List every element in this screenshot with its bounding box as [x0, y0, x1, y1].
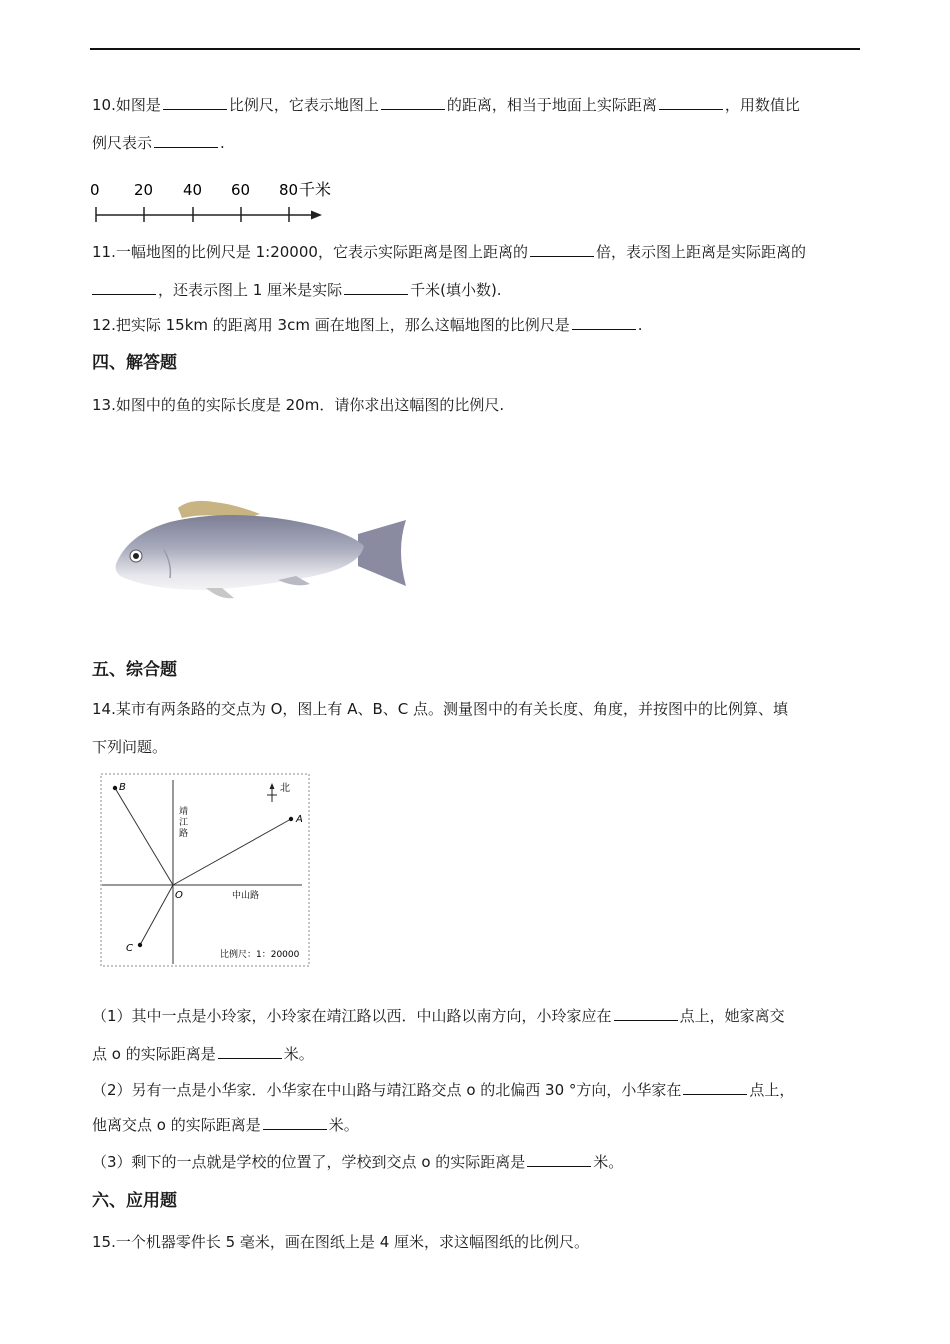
q10-text: 例尺表示 — [92, 134, 153, 152]
segment-oa — [173, 819, 291, 885]
q14-sub1-line2 — [92, 1043, 314, 1064]
label-b: B — [119, 782, 126, 793]
q14-text: 点上， — [749, 1081, 795, 1099]
answer-blank[interactable] — [683, 1079, 747, 1095]
scale-tick-label: 60 — [231, 181, 251, 199]
q14-text-line2: 下列问题。 — [92, 738, 168, 756]
q10-text: 10.如图是 — [92, 96, 161, 114]
label-a: A — [296, 814, 303, 825]
q14-text: （3）剩下的一点就是学校的位置了，学校到交点 o 的实际距离是 — [92, 1153, 526, 1171]
q14-text: （1）其中一点是小玲家，小玲家在靖江路以西．中山路以南方向，小玲家应在 — [92, 1007, 612, 1025]
section-heading: 四、解答题 — [92, 353, 177, 373]
q14-text: 米。 — [593, 1153, 624, 1171]
label-c: C — [126, 943, 133, 954]
q14-sub3-line — [92, 1151, 623, 1172]
q14-sub2-line2 — [92, 1114, 359, 1135]
road-name-v: 路 — [179, 829, 189, 839]
q14-text: （2）另有一点是小华家．小华家在中山路与靖江路交点 o 的北偏西 30 °方向，小华家在 — [92, 1081, 682, 1099]
map-scale-label: 比例尺：1：20000 — [220, 950, 300, 960]
answer-blank[interactable] — [344, 279, 408, 295]
q12-line — [92, 314, 643, 335]
answer-blank[interactable] — [527, 1151, 591, 1167]
q11-text: 倍，表示图上距离是实际距离的 — [595, 243, 806, 261]
map-frame — [101, 774, 309, 966]
pelvic-fin — [206, 588, 234, 598]
road-map-figure — [98, 772, 312, 970]
q14-text: 他离交点 o 的实际距离是 — [92, 1116, 261, 1134]
q14-text: 米。 — [283, 1045, 314, 1063]
q11-line2 — [92, 279, 502, 300]
road-name-h: 中山路 — [232, 891, 260, 901]
q14-text-line1: 14.某市有两条路的交点为 O，图上有 A、B、C 点。测量图中的有关长度、角度，并按图中的比例算、填 — [92, 700, 788, 718]
q10-text: ，用数值比 — [724, 96, 800, 114]
q11-text: 千米(填小数). — [410, 281, 502, 299]
answer-blank[interactable] — [381, 94, 445, 110]
q12-text: 12.把实际 15km 的距离用 3cm 画在地图上，那么这幅地图的比例尺是 — [92, 316, 570, 334]
tail-fin — [358, 520, 406, 586]
q10-line2 — [92, 132, 225, 153]
answer-blank[interactable] — [263, 1114, 327, 1130]
answer-blank[interactable] — [614, 1005, 678, 1021]
q14-text: 点上，她家离交 — [679, 1007, 785, 1025]
scale-tick-label: 40 — [183, 181, 203, 199]
section-heading: 六、应用题 — [92, 1191, 177, 1211]
q10-line1 — [92, 94, 800, 115]
q11-text: ，还表示图上 1 厘米是实际 — [158, 281, 343, 299]
answer-blank[interactable] — [218, 1043, 282, 1059]
road-name-v: 江 — [179, 818, 189, 828]
q10-text: 比例尺，它表示地图上 — [228, 96, 379, 114]
fish-body — [116, 515, 365, 590]
scale-tick-label: 80 — [279, 181, 299, 199]
q14-sub2-line1 — [92, 1079, 794, 1100]
scale-unit-label: 千米 — [299, 180, 332, 199]
point-a — [289, 817, 293, 821]
point-c — [138, 943, 142, 947]
north-label: 北 — [280, 783, 290, 794]
segment-ob — [115, 788, 173, 885]
answer-blank[interactable] — [163, 94, 227, 110]
q13-text: 13.如图中的鱼的实际长度是 20m．请你求出这幅图的比例尺. — [92, 396, 505, 414]
fish-pupil — [133, 553, 139, 559]
q10-text: . — [220, 134, 225, 152]
answer-blank[interactable] — [92, 279, 156, 295]
q12-text: . — [637, 316, 643, 334]
scale-arrow — [311, 211, 322, 220]
q11-text: 11.一幅地图的比例尺是 1:20000，它表示实际距离是图上距离的 — [92, 243, 528, 261]
label-o: O — [175, 890, 183, 901]
top-rule — [90, 48, 860, 50]
point-b — [113, 786, 117, 790]
answer-blank[interactable] — [530, 241, 594, 257]
q10-text: 的距离，相当于地面上实际距离 — [446, 96, 657, 114]
scale-tick-label: 0 — [90, 181, 100, 199]
section-heading: 五、综合题 — [92, 660, 177, 680]
fish-illustration — [110, 494, 410, 606]
answer-blank[interactable] — [572, 314, 636, 330]
north-arrow-icon — [270, 783, 275, 789]
answer-blank[interactable] — [154, 132, 218, 148]
q11-line1 — [92, 241, 806, 262]
q15-text: 15.一个机器零件长 5 毫米，画在图纸上是 4 厘米，求这幅图纸的比例尺。 — [92, 1233, 590, 1251]
q14-sub1-line1 — [92, 1005, 785, 1026]
road-name-v: 靖 — [179, 807, 189, 817]
scale-tick-label: 20 — [134, 181, 154, 199]
answer-blank[interactable] — [659, 94, 723, 110]
q14-text: 米。 — [328, 1116, 359, 1134]
scale-bar-figure — [86, 174, 336, 226]
segment-oc — [140, 885, 173, 945]
q14-text: 点 o 的实际距离是 — [92, 1045, 216, 1063]
